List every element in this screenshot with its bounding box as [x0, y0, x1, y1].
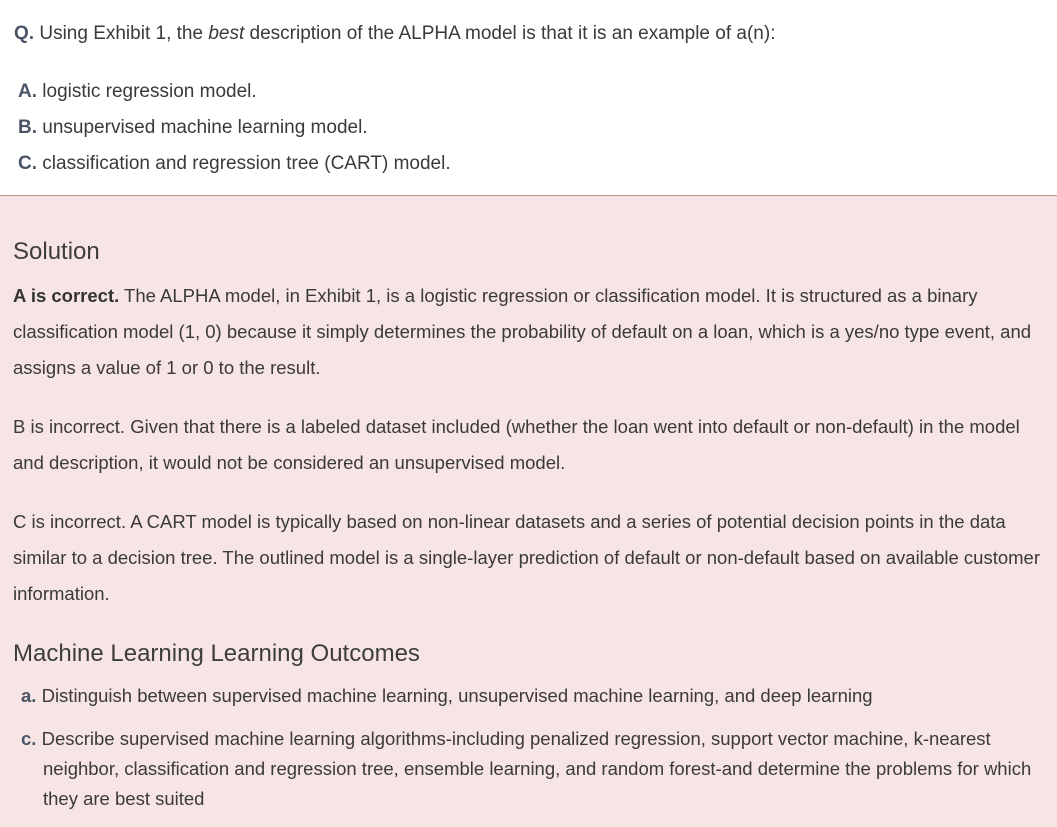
outcome-a-letter: a.: [21, 685, 37, 706]
question-text-before: Using Exhibit 1, the: [34, 23, 209, 44]
solution-title: Solution: [13, 238, 100, 265]
outcome-c-letter: c.: [21, 728, 37, 749]
question-text-after: description of the ALPHA model is that it is an example of a(n):: [244, 23, 776, 44]
outcome-item-a: [21, 681, 1043, 711]
option-a-text: logistic regression model.: [42, 81, 257, 102]
question-stem: [14, 22, 775, 46]
option-c-text: classification and regression tree (CART) model.: [42, 153, 451, 174]
outcome-a-text: Distinguish between supervised machine learning, unsupervised machine learning, and deep learning: [41, 685, 873, 706]
question-section: [0, 0, 1057, 195]
outcome-c-text: Describe supervised machine learning algorithms-including penalized regression, support vector machine, k-nearest neighbor, classification and regression tree, ensemble learning, and random forest-and determine the problems for which they are best suited: [41, 728, 1032, 809]
correct-answer-lead: A is correct.: [13, 285, 120, 306]
option-c[interactable]: [18, 152, 451, 176]
option-b[interactable]: [18, 116, 368, 140]
option-a[interactable]: [18, 80, 257, 104]
correct-answer-text: The ALPHA model, in Exhibit 1, is a logistic regression or classification model. It is structured as a binary classification model (1, 0) because it simply determines the probability of default on a loan, which is a yes/no type event, and assigns a value of 1 or 0 to the result.: [13, 285, 1032, 378]
question-emphasis: best: [208, 23, 245, 44]
option-a-letter: A.: [18, 81, 37, 102]
outcome-item-c: [21, 724, 1043, 814]
solution-c-paragraph: C is incorrect. A CART model is typically based on non-linear datasets and a series of potential decision points in the data similar to a decision tree. The outlined model is a single-layer prediction of default or non-default based on available customer information.: [13, 511, 1040, 604]
option-c-letter: C.: [18, 153, 37, 174]
solution-panel: [0, 196, 1057, 827]
option-b-text: unsupervised machine learning model.: [42, 117, 368, 138]
question-prefix: Q.: [14, 23, 35, 44]
outcomes-title: Machine Learning Learning Outcomes: [13, 640, 420, 667]
solution-b-paragraph: B is incorrect. Given that there is a labeled dataset included (whether the loan went into default or non-default) in the model and description, it would not be considered an unsupervised model.: [13, 416, 1020, 473]
solution-correct-paragraph: [13, 278, 1048, 386]
option-b-letter: B.: [18, 117, 37, 138]
